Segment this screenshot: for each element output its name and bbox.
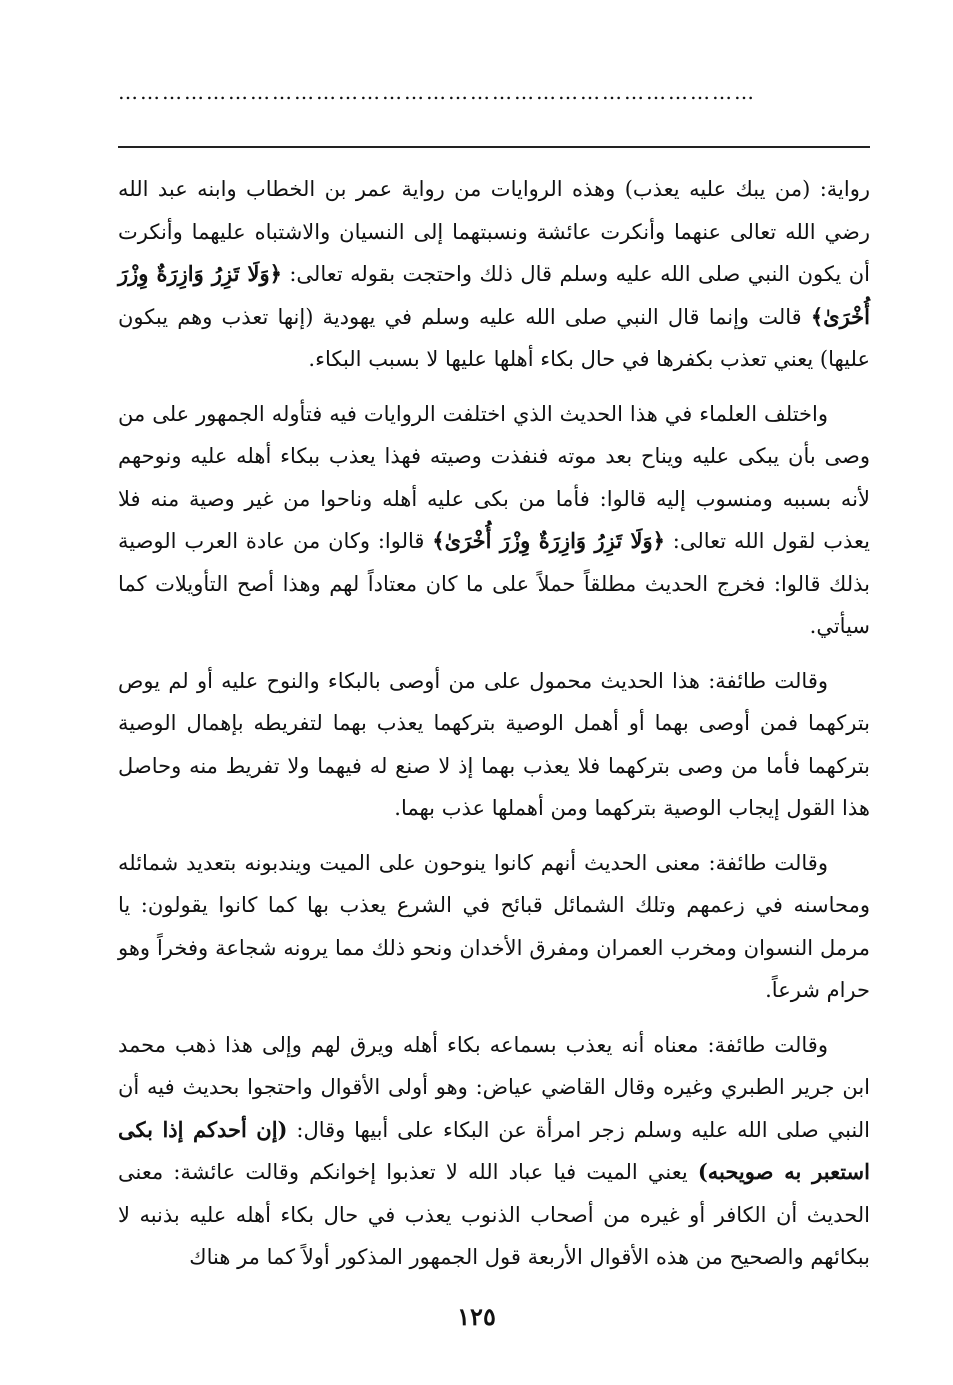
paragraph-4 — [118, 842, 870, 1012]
paragraph-3-text-1: وقالت طائفة: هذا الحديث محمول على من أوصى بالبكاء والنوح عليه أو لم يوص بتركهما فمن أوصى بهما أو أهمل الوصية بتركهما يعذب بهما لتفريطه بإهمال الوصية بتركهما فأما من وصى بتركهما فلا يعذب بهما إذ لا صنع له فيهما ولا تفريط منه وحاصل هذا القول إيجاب الوصية بتركهما ومن أهملها عذب بهما. — [118, 668, 870, 820]
page-number: ١٢٥ — [457, 1302, 496, 1331]
paragraph-2-text-1: واختلف العلماء في هذا الحديث الذي اختلفت الروايات فيه فتأوله الجمهور على من وصى بأن يبكى عليه ويناح بعد موته فنفذت وصيته فهذا يعذب ببكاء أهله عليه ونوحهم لأنه بسببه ومنسوب إليه قالوا: فأما من بكى عليه أهله وناحوا من غير وصية منه فلا يعذب لقول الله تعالى: — [118, 401, 870, 553]
paragraph-2-quran-verse: ﴿وَلَا تَزِرُ وَازِرَةٌ وِزْرَ أُخْرَىٰ﴾ — [432, 528, 665, 553]
paragraph-2 — [118, 393, 870, 648]
header-rule — [118, 146, 870, 148]
paragraph-4-text-1: وقالت طائفة: معنى الحديث أنهم كانوا ينوحون على الميت ويندبونه بتعديد شمائله ومحاسنه في زعمهم وتلك الشمائل قبائح في الشرع يعذب بها كما كانوا يقولون: يا مرمل النسوان ومخرب العمران ومفرق الأخدان ونحو ذلك مما يرونه شجاعة وفخراً وهو حرام شرعاً. — [118, 850, 870, 1002]
paragraph-1 — [118, 168, 870, 381]
paragraph-1-text-2: قالت وإنما قال النبي صلى الله عليه وسلم في يهودية (إنها تعذب وهم يبكون عليها) يعني تعذب بكفرها في حال بكاء أهلها عليها لا بسبب البكاء. — [118, 304, 870, 371]
paragraph-3 — [118, 660, 870, 830]
paragraph-5-text-1: وقالت طائفة: معناه أنه يعذب بسماعه بكاء أهله ويرق لهم وإلى هذا ذهب محمد ابن جرير الطبري وغيره وقال القاضي عياض: وهو أولى الأقوال واحتجوا بحديث فيه أن النبي صلى الله عليه وسلم زجر امرأة عن البكاء على أبيها وقال: — [118, 1032, 871, 1142]
body-text — [118, 168, 870, 1291]
paragraph-5-text-2: يعني الميت فيا عباد الله لا تعذبوا إخوانكم وقالت عائشة: معنى الحديث أن الكافر أو غيره من أصحاب الذنوب يعذب في حال بكاء أهله عليه بذنبه لا ببكائهم والصحيح من هذه الأقوال الأربعة قول الجمهور المذكور أولاً كما مر هناك — [118, 1160, 870, 1269]
paragraph-1-text-1: رواية: (من يبك عليه يعذب) وهذه الروايات من رواية عمر بن الخطاب وابنه عبد الله رضي الله تعالى عنهما وأنكرت عائشة ونسبتهما إلى النسيان والاشتباه عليهما وأنكرت أن يكون النبي صلى الله عليه وسلم قال ذلك واحتجت بقوله تعالى: — [118, 177, 870, 286]
paragraph-1-quran-verse: ﴿وَلَا تَزِرُ وَازِرَةٌ وِزْرَ أُخْرَىٰ﴾ — [118, 261, 870, 329]
paragraph-5 — [118, 1024, 870, 1279]
paragraph-5-hadith-quote: (إن أحدكم إذا بكى استعبر به صويحبه) — [118, 1116, 870, 1184]
paragraph-2-text-2: قالوا: وكان من عادة العرب الوصية بذلك قالوا: فخرج الحديث مطلقاً حملاً على ما كان معتاداً لهم وهذا أصح التأويلات كما سيأتي. — [118, 529, 870, 638]
header-dotted-line: …………………………………………………………………………… — [118, 82, 756, 102]
